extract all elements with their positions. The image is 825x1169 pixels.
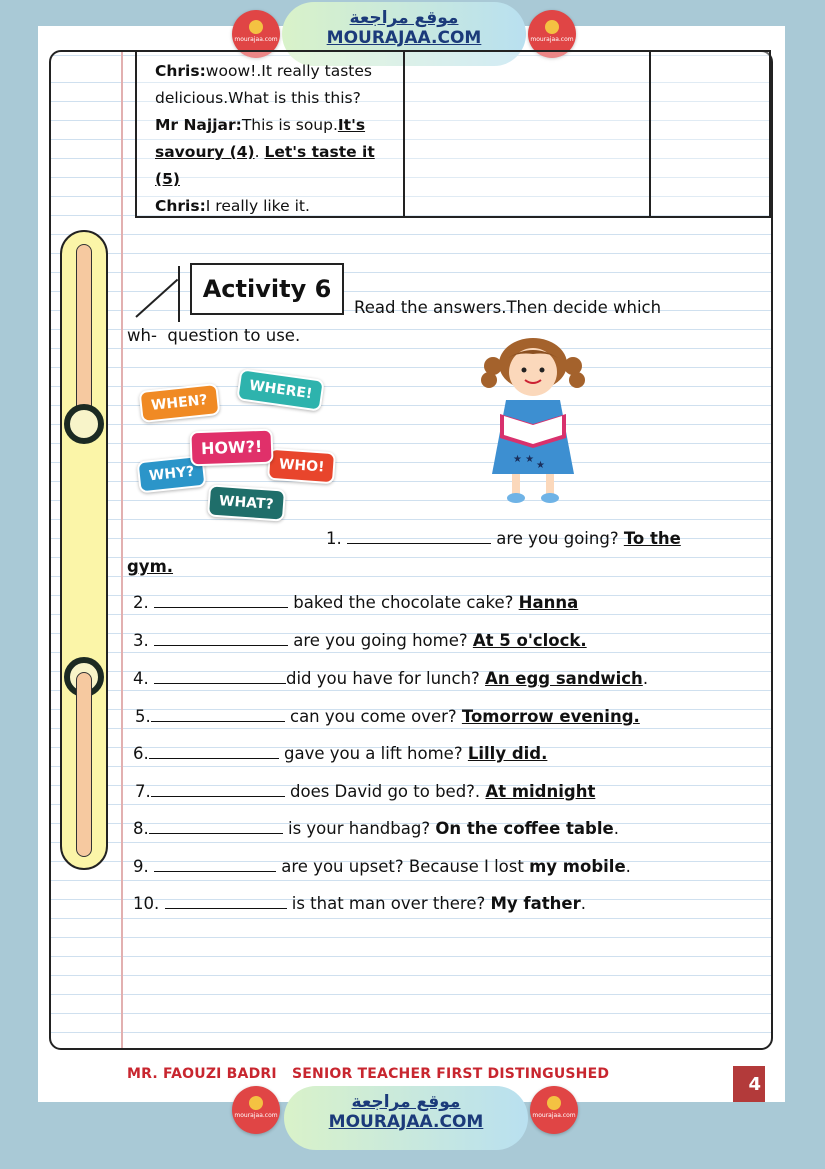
question-item-continuation: gym. [127, 557, 174, 576]
dialog-line: Mr Najjar:This is soup.It's [155, 116, 366, 134]
why-bubble-icon: WHY? [137, 455, 207, 494]
girl-reading-icon [478, 336, 588, 508]
answer-blank[interactable] [149, 820, 283, 834]
brand-badge-left-icon: mourajaa.com [232, 1086, 280, 1134]
question-item: 4. did you have for lunch? An egg sandwich. [133, 669, 649, 688]
question-item: 7. does David go to bed?. At midnight [135, 782, 596, 801]
binder-ring-top [64, 404, 104, 444]
how-bubble-icon: HOW?! [189, 429, 273, 467]
dialog-cell [137, 52, 405, 216]
activity-tab-stroke [178, 266, 180, 322]
brand-badge-left-icon: mourajaa.com [232, 10, 280, 58]
answer-blank[interactable] [347, 530, 491, 544]
page-number: 4 [733, 1066, 765, 1102]
answer-blank[interactable] [165, 895, 287, 909]
question-item: 5. can you come over? Tomorrow evening. [135, 707, 640, 726]
where-bubble-icon: WHERE! [236, 368, 325, 412]
activity-instruction: wh- question to use. [127, 326, 301, 345]
answer-blank[interactable] [154, 670, 286, 684]
activity-title: Activity 6 [190, 263, 344, 315]
question-item: 2. baked the chocolate cake? Hanna [133, 593, 579, 612]
margin-line [121, 52, 123, 1048]
dialog-line: Chris:I really like it. [155, 197, 310, 215]
answer-blank[interactable] [149, 745, 279, 759]
svg-text:★ ★: ★ ★ [513, 454, 535, 465]
dialog-line: Chris:woow!.It really tastes [155, 62, 372, 80]
answer-blank[interactable] [154, 858, 276, 872]
who-bubble-icon: WHO! [267, 448, 337, 485]
brand-domain: MOURAJAA.COM [328, 1112, 484, 1132]
teacher-credit: MR. FAOUZI BADRI SENIOR TEACHER FIRST DISTINGUSHED [127, 1066, 610, 1082]
binder-strip [60, 230, 108, 870]
dialog-line: (5) [155, 170, 180, 188]
binder-slot-top [76, 244, 92, 424]
brand-badge-right-icon: mourajaa.com [528, 10, 576, 58]
answer-blank[interactable] [154, 632, 288, 646]
question-item: 3. are you going home? At 5 o'clock. [133, 631, 587, 650]
answer-blank[interactable] [154, 594, 288, 608]
brand-arabic: موقع مراجعة [349, 8, 459, 28]
question-item: 10. is that man over there? My father. [133, 894, 586, 913]
question-item: 6. gave you a lift home? Lilly did. [133, 744, 548, 763]
answer-blank[interactable] [151, 783, 285, 797]
brand-arabic: موقع مراجعة [351, 1092, 461, 1112]
dialog-table [135, 50, 771, 218]
activity-instruction: Read the answers.Then decide which [354, 298, 662, 317]
brand-badge-right-icon: mourajaa.com [530, 1086, 578, 1134]
dialog-line: delicious.What is this this? [155, 89, 361, 107]
what-bubble-icon: WHAT? [207, 484, 286, 521]
question-item: 8. is your handbag? On the coffee table. [133, 819, 619, 838]
question-item: 9. are you upset? Because I lost my mobile. [133, 857, 631, 876]
answer-blank[interactable] [151, 708, 285, 722]
question-item: 1. are you going? To the [326, 529, 681, 548]
dialog-empty-cell [405, 52, 651, 216]
when-bubble-icon: WHEN? [139, 383, 220, 423]
dialog-line: savoury (4). Let's taste it [155, 143, 375, 161]
brand-banner-bottom[interactable] [284, 1086, 528, 1150]
brand-domain: MOURAJAA.COM [326, 28, 482, 48]
dialog-empty-cell [651, 52, 769, 216]
svg-text:★: ★ [536, 460, 545, 471]
binder-slot-bottom [76, 672, 92, 857]
